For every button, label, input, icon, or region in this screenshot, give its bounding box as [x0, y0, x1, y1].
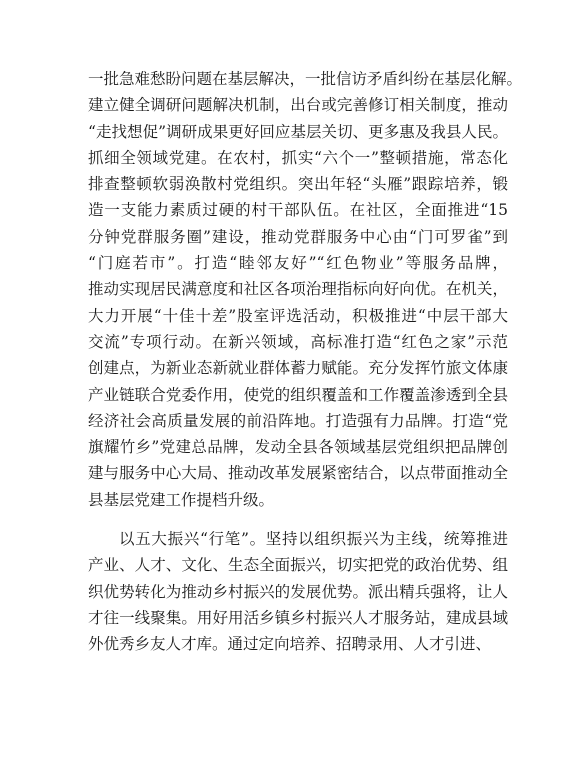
- body-paragraph: [88, 66, 523, 513]
- text-line: 经济社会高质量发展的前沿阵地。打造强有力品牌。打造“党: [88, 411, 508, 430]
- text-line: 以五大振兴“行笔”。坚持以组织振兴为主线，统筹推进: [119, 530, 508, 548]
- text-line: 排查整顿软弱涣散村党组织。突出年轻“头雁”跟踪培养，锻: [88, 175, 508, 194]
- text-line: 推动实现居民满意度和社区各项治理指标向好向优。在机关，: [88, 280, 508, 299]
- text-line: 交流”专项行动。在新兴领域，高标准打造“红色之家”示范: [88, 332, 508, 351]
- text-line: 抓细全领域党建。在农村，抓实“六个一”整顿措施，常态化: [88, 148, 508, 167]
- text-line: 造一支能力素质过硬的村干部队伍。在社区，全面推进“15: [88, 201, 508, 220]
- text-line: 县基层党建工作提档升级。: [88, 490, 275, 509]
- text-line: 创建点，为新业态新就业群体蓄力赋能。充分发挥竹旅文体康: [88, 359, 508, 378]
- text-line: 建与服务中心大局、推动改革发展紧密结合，以点带面推动全: [88, 464, 508, 483]
- text-line: “走找想促”调研成果更好回应基层关切、更多惠及我县人民。: [88, 122, 508, 141]
- text-line: 产业、人才、文化、生态全面振兴，切实把党的政治优势、组: [88, 556, 508, 575]
- text-line: 产业链联合党委作用，使党的组织覆盖和工作覆盖渗透到全县: [88, 385, 508, 404]
- text-line: 建立健全调研问题解决机制，出台或完善修订相关制度，推动: [88, 96, 508, 115]
- text-line: 一批急难愁盼问题在基层解决，一批信访矛盾纠纷在基层化解。: [88, 70, 523, 88]
- text-line: 旗耀竹乡”党建总品牌，发动全县各领域基层党组织把品牌创: [88, 438, 508, 457]
- text-line: “门庭若市”。打造“睦邻友好”“红色物业”等服务品牌，: [88, 254, 508, 273]
- text-line: 织优势转化为推动乡村振兴的发展优势。派出精兵强将，让人: [88, 582, 508, 601]
- text-line: 大力开展“十佳十差”股室评选活动，积极推进“中层干部大: [88, 306, 508, 325]
- text-line: 外优秀乡友人才库。通过定向培养、招聘录用、人才引进、: [88, 635, 492, 654]
- body-paragraph: [88, 526, 508, 657]
- text-line: 才往一线聚集。用好用活乡镇乡村振兴人才服务站，建成县域: [88, 608, 508, 627]
- text-line: 分钟党群服务圈”建设，推动党群服务中心由“门可罗雀”到: [88, 227, 508, 246]
